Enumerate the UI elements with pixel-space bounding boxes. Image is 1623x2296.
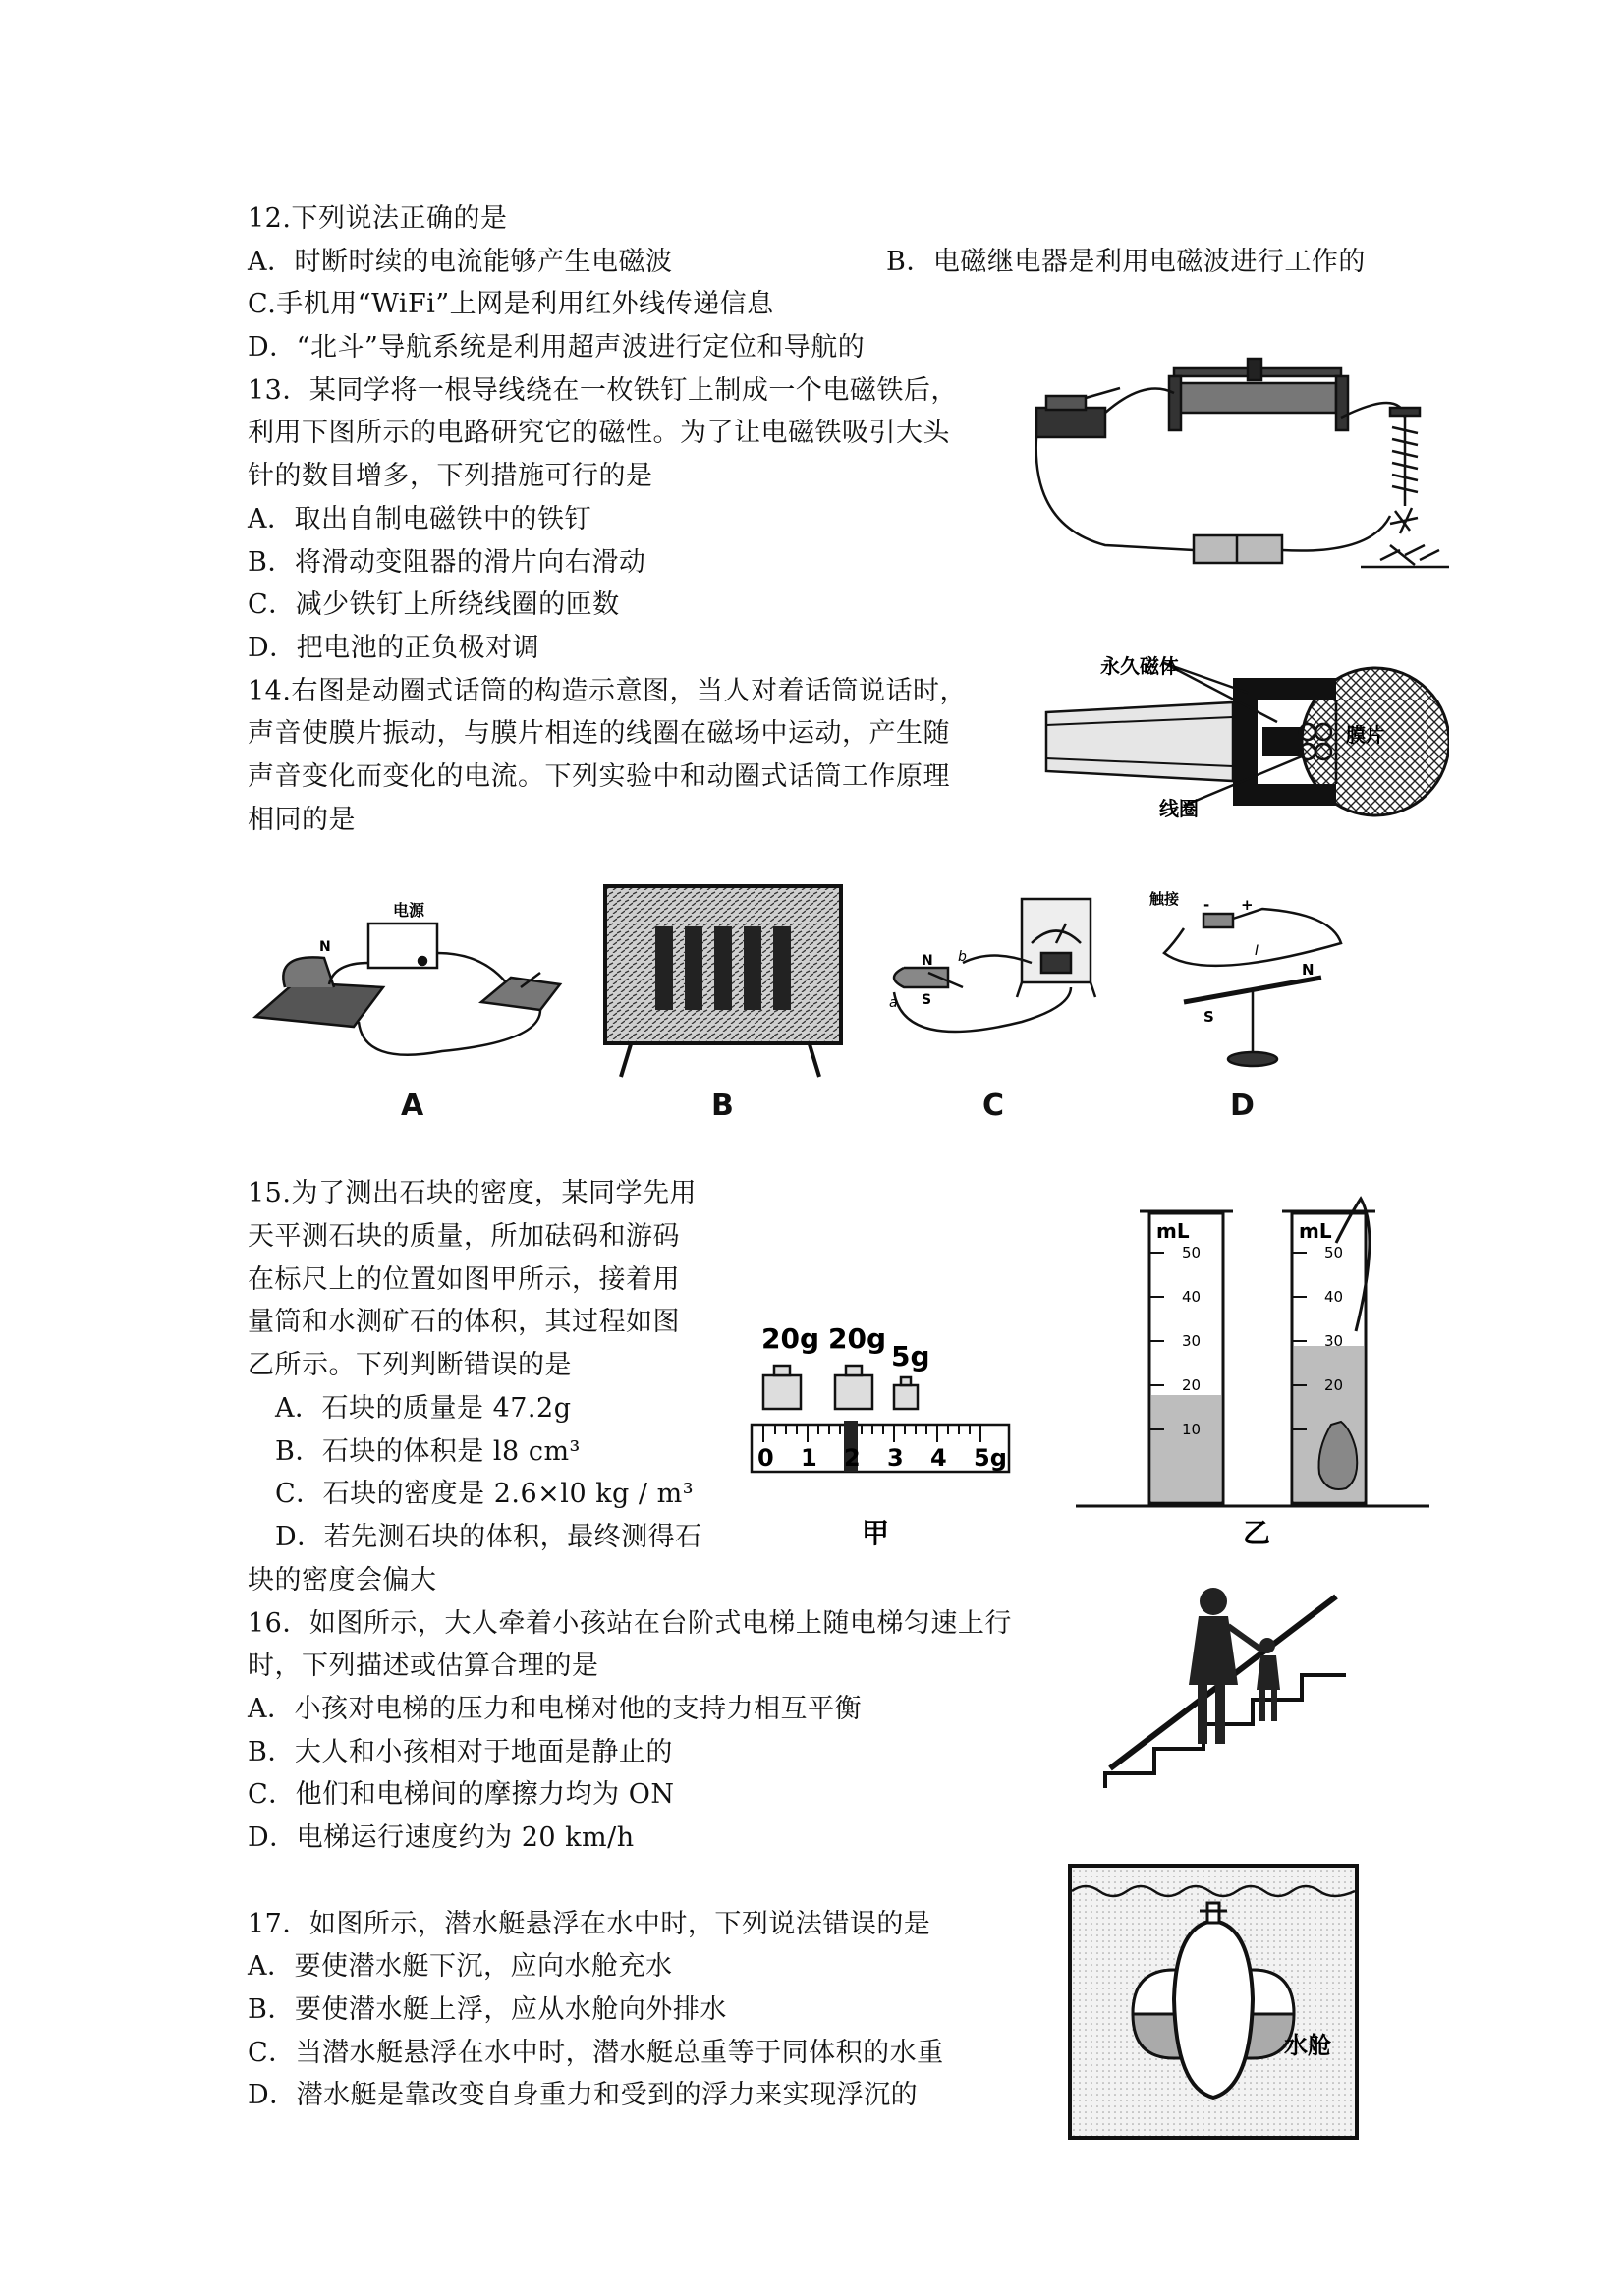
q15-scale-3: 3 <box>887 1444 904 1472</box>
q15-weight-2-label: 20g <box>828 1322 887 1355</box>
q14-c-south-label: S <box>922 992 932 1008</box>
q15-scale-1: 1 <box>801 1444 817 1472</box>
q15-cyl1-tick-50: 50 <box>1182 1244 1202 1261</box>
q16-escalator-figure <box>1095 1562 1351 1798</box>
q17-option-d: D．潜水艇是靠改变自身重力和受到的浮力来实现浮沉的 <box>248 2080 919 2110</box>
q14-d-plus-label: + <box>1241 896 1254 914</box>
q15-stem-line-1: 15.为了测出石块的密度，某同学先用 <box>248 1178 697 1208</box>
q15-stem-line-5: 乙所示。下列判断错误的是 <box>248 1350 572 1380</box>
q17-option-a: A．要使潜水艇下沉，应向水舱充水 <box>248 1951 673 1982</box>
q15-option-b: B．石块的体积是 l8 cm³ <box>275 1436 581 1467</box>
q15-cyl2-tick-50: 50 <box>1324 1244 1344 1261</box>
q15-scale-2: 2 <box>844 1444 861 1472</box>
q15-option-c: C．石块的密度是 2.6×l0 kg / m³ <box>275 1479 695 1509</box>
q14-magnet-label: 永久磁体 <box>1100 654 1179 678</box>
q13-stem-line-2: 利用下图所示的电路研究它的磁性。为了让电磁铁吸引大头 <box>248 418 950 448</box>
q14-d-north-label: N <box>1302 961 1315 979</box>
q16-stem-line-2: 时，下列描述或估算合理的是 <box>248 1651 599 1681</box>
q14-diaphragm-label: 膜片 <box>1346 723 1385 747</box>
q17-tank-label: 水舱 <box>1284 2032 1331 2059</box>
q13-circuit-figure <box>1027 349 1449 585</box>
q15-weight-3-label: 5g <box>891 1340 930 1372</box>
q16-option-a: A．小孩对电梯的压力和电梯对他的支持力相互平衡 <box>248 1694 862 1724</box>
q14-coil-label: 线圈 <box>1159 797 1199 820</box>
q16-option-d: D．电梯运行速度约为 20 km/h <box>248 1822 635 1853</box>
q15-cyl2-unit: mL <box>1299 1219 1332 1243</box>
q17-option-c: C．当潜水艇悬浮在水中时，潜水艇总重等于同体积的水重 <box>248 2038 944 2068</box>
q15-stem-line-3: 在标尺上的位置如图甲所示，接着用 <box>248 1264 680 1295</box>
q14-c-b-label: b <box>958 949 967 965</box>
q14-stem-line-1: 14.右图是动圈式话筒的构造示意图，当人对着话筒说话时， <box>248 676 967 706</box>
q13-stem-line-1: 13．某同学将一根导线绕在一枚铁钉上制成一个电磁铁后， <box>248 375 958 406</box>
q14-stem-line-4: 相同的是 <box>248 805 356 835</box>
q16-option-b: B．大人和小孩相对于地面是静止的 <box>248 1737 673 1767</box>
q16-option-c: C．他们和电梯间的摩擦力均为 ON <box>248 1779 675 1810</box>
q15-fig-yi-label: 乙 <box>1243 1517 1271 1549</box>
q15-cylinder-figure <box>1066 1194 1439 1552</box>
q13-option-c: C．减少铁钉上所绕线圈的匝数 <box>248 589 620 620</box>
q14-c-a-label: a <box>889 995 898 1011</box>
q14-c-north-label: N <box>922 953 933 969</box>
q14-option-d-caption: D <box>1230 1089 1255 1123</box>
q14-stem-line-2: 声音使膜片振动，与膜片相连的线圈在磁场中运动，产生随 <box>248 718 950 749</box>
q14-option-a-caption: A <box>401 1089 424 1123</box>
q14-microphone-figure <box>1036 639 1449 825</box>
q14-option-c-figure <box>874 894 1100 1061</box>
q14-option-b-caption: B <box>711 1089 734 1123</box>
q12-option-b: B．电磁继电器是利用电磁波进行工作的 <box>886 247 1366 277</box>
q12-option-d: D．“北斗”导航系统是利用超声波进行定位和导航的 <box>248 332 866 363</box>
q12-option-c: C.手机用“WiFi”上网是利用红外线传递信息 <box>248 289 774 319</box>
svg-text:N: N <box>319 939 331 955</box>
q12-option-a: A．时断时续的电流能够产生电磁波 <box>248 247 673 277</box>
q15-stem-line-4: 量筒和水测矿石的体积，其过程如图 <box>248 1307 680 1337</box>
q12-stem: 12.下列说法正确的是 <box>248 203 508 234</box>
q17-stem: 17．如图所示，潜水艇悬浮在水中时，下列说法错误的是 <box>248 1909 931 1939</box>
q15-weight-1-label: 20g <box>761 1322 820 1355</box>
q13-stem-line-3: 针的数目增多，下列措施可行的是 <box>248 461 653 491</box>
q15-cyl1-tick-20: 20 <box>1182 1376 1202 1394</box>
q15-stem-line-2: 天平测石块的质量，所加砝码和游码 <box>248 1221 680 1252</box>
q14-option-a-figure <box>246 894 570 1066</box>
q13-option-b: B．将滑动变阻器的滑片向右滑动 <box>248 547 646 578</box>
q15-cyl2-tick-20: 20 <box>1324 1376 1344 1394</box>
q15-option-d-line-2: 块的密度会偏大 <box>248 1565 437 1596</box>
q16-stem-line-1: 16．如图所示，大人牵着小孩站在台阶式电梯上随电梯匀速上行 <box>248 1608 1012 1639</box>
q15-cyl1-tick-40: 40 <box>1182 1288 1202 1306</box>
q14-option-d-figure <box>1145 884 1351 1071</box>
q14-d-south-label: S <box>1203 1008 1214 1026</box>
q17-submarine-figure <box>1066 1862 1361 2142</box>
q15-cyl2-tick-30: 30 <box>1324 1332 1344 1350</box>
q15-scale-5: 5g <box>974 1444 1007 1472</box>
q14-d-current-label: I <box>1255 943 1259 959</box>
q17-option-b: B．要使潜水艇上浮，应从水舱向外排水 <box>248 1994 727 2025</box>
q15-scale-0: 0 <box>757 1444 774 1472</box>
q14-option-c-caption: C <box>982 1089 1005 1123</box>
q15-cyl1-tick-10: 10 <box>1182 1421 1202 1438</box>
q14-d-touch-label: 触接 <box>1149 890 1180 908</box>
q15-balance-figure <box>742 1307 1017 1562</box>
q15-cyl2-tick-40: 40 <box>1324 1288 1344 1306</box>
q14-option-b-figure <box>601 882 845 1079</box>
q15-fig-jia-label: 甲 <box>862 1517 890 1549</box>
q15-cyl1-tick-30: 30 <box>1182 1332 1202 1350</box>
q15-cyl1-unit: mL <box>1156 1219 1190 1243</box>
q15-scale-4: 4 <box>930 1444 947 1472</box>
q15-option-d-line-1: D．若先测石块的体积，最终测得石 <box>275 1522 702 1552</box>
q13-option-d: D．把电池的正负极对调 <box>248 633 540 663</box>
q14-d-minus-label: - <box>1203 896 1210 914</box>
q14-stem-line-3: 声音变化而变化的电流。下列实验中和动圈式话筒工作原理 <box>248 761 950 792</box>
q15-option-a: A．石块的质量是 47.2g <box>275 1393 572 1424</box>
q14-power-label: 电源 <box>393 901 425 920</box>
q13-option-a: A．取出自制电磁铁中的铁钉 <box>248 504 591 534</box>
